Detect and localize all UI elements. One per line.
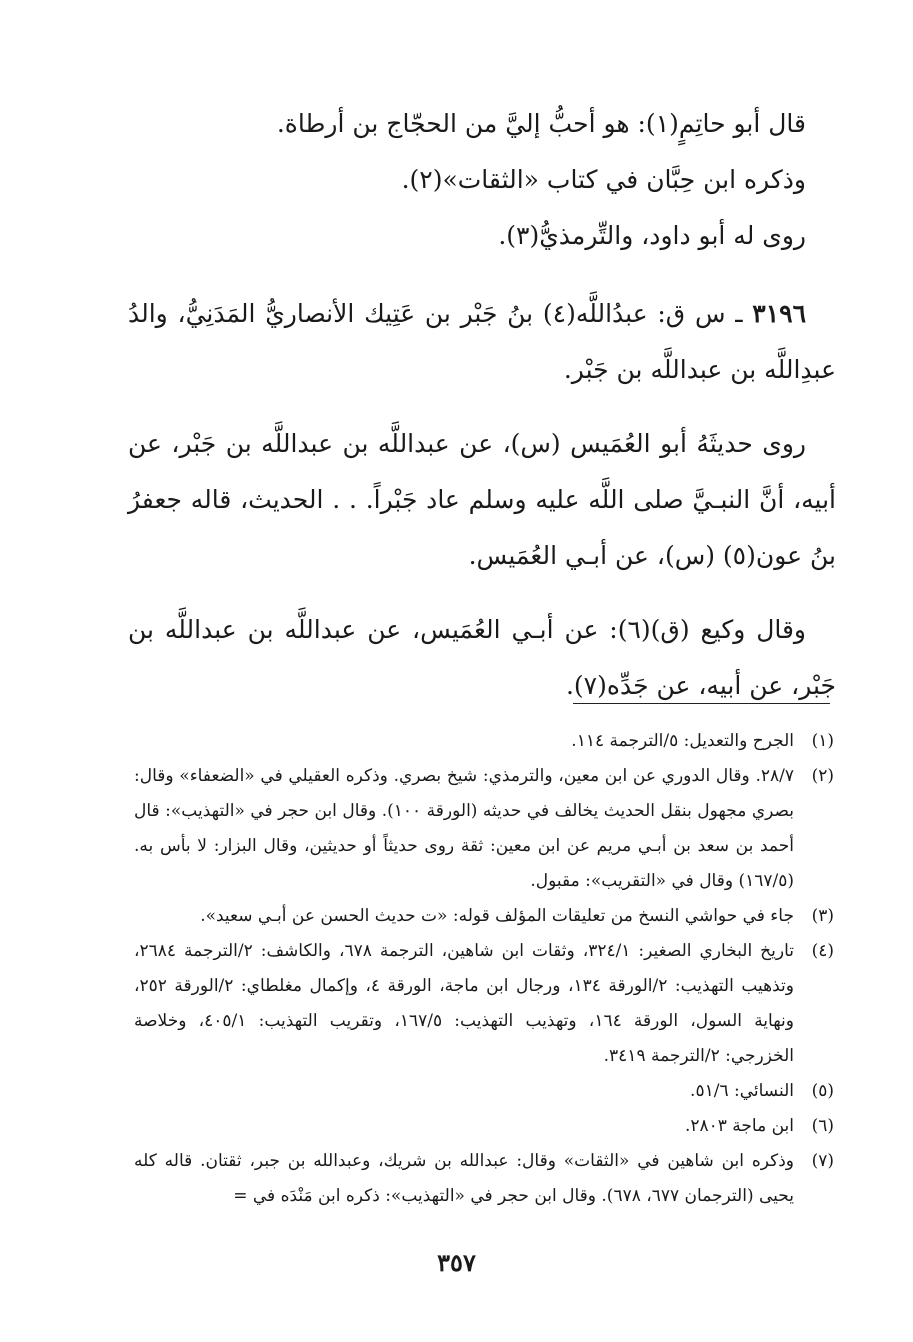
footnote-number: (١) [811,731,834,751]
footnote-number: (٣) [811,906,834,926]
footnote-text: تاريخ البخاري الصغير: ٣٢٤/١، وثقات ابن شاهين، الترجمة ٦٧٨، والكاشف: ٢/الترجمة ٢٦٨٤، وتذهيب التهذيب: ٢/الورقة ١٣٤، ورجال ابن ماجة، الورقة ٤، وإكمال مغلطاي: ٢/الورقة ٢٥٢، ونهاية السول، الورقة ١٦٤، وتهذيب التهذيب: ١٦٧/٥، وتقريب التهذيب: ٤٠٥/١، وخلاصة الخزرجي: ٢/الترجمة ٣٤١٩. [134,941,795,1066]
footnote [134,1109,834,1144]
entry-number: ٣١٩٦ [752,299,806,328]
page-number: ٣٥٧ [437,1248,476,1277]
footnote-number: (٧) [811,1151,834,1171]
footnote [134,934,834,1074]
footnote-number: (٦) [811,1116,834,1136]
footnote-text: جاء في حواشي النسخ من تعليقات المؤلف قوله: «ت حديث الحسن عن أبـي سعيد». [200,906,794,926]
biography-entry [128,286,836,398]
footnote-number: (٢) [811,766,834,786]
footnote [134,724,834,759]
footnote [134,899,834,934]
entry-heading-text: ـ س ق: عبدُاللَّه(٤) بنُ جَبْر بن عَتِيك الأنصاريُّ المَدَنِيُّ، والدُ عبدِاللَّه بن عبداللَّه بن جَبْر. [128,299,836,384]
main-paragraph: روى حديثَهُ أبو العُمَيس (س)، عن عبداللَّه بن عبداللَّه بن جَبْر، عن أبيه، أنَّ النبـيَّ صلى اللَّه عليه وسلم عاد جَبْراً. . . الحديث، قاله جعفرُ بنُ عون(٥) (س)، عن أبـي العُمَيس. [128,429,836,570]
footnote [134,1144,834,1214]
main-paragraph: وقال وكيع (ق)(٦): عن أبـي العُمَيس، عن عبداللَّه بن عبداللَّه بن جَبْر، عن أبيه، عن جَدِّه(٧). [128,615,836,700]
main-paragraph: قال أبو حاتِمٍ(١): هو أحبُّ إليَّ من الحجّاج بن أرطاة. [276,109,806,138]
footnote-number: (٥) [811,1081,834,1101]
footnote-number: (٤) [811,941,834,961]
footnote [134,759,834,899]
footnote-divider [573,703,830,704]
main-text-block [128,96,836,714]
main-paragraph: وذكره ابن حِبَّان في كتاب «الثقات»(٢). [401,165,806,194]
main-paragraph: روى له أبو داود، والتِّرمذيُّ(٣). [498,221,806,250]
footnote [134,1074,834,1109]
footnote-text: الجرح والتعديل: ٥/الترجمة ١١٤. [571,731,794,751]
footnote-text: ٢٨/٧. وقال الدوري عن ابن معين، والترمذي: شيخ بصري. وذكره العقيلي في «الضعفاء» وقال: بصري مجهول بنقل الحديث يخالف في حديثه (الورقة ١٠٠). وقال ابن حجر في «التهذيب»: قال أحمد بن سعد بن أبـي مريم عن ابن معين: ثقة روى حديثاً أو حديثين، وقال البزار: لا بأس به. (١٦٧/٥) وقال في «التقريب»: مقبول. [134,766,794,891]
footnotes-block [134,724,834,1214]
footnote-text: ابن ماجة ٢٨٠٣. [684,1116,794,1136]
footnote-text: النسائي: ٥١/٦. [690,1081,794,1101]
footnote-text: وذكره ابن شاهين في «الثقات» وقال: عبدالله بن شريك، وعبدالله بن جبر، ثقتان. قاله كله يحيى (الترجمان ٦٧٧، ٦٧٨). وقال ابن حجر في «التهذيب»: ذكره ابن مَنْدَه في = [134,1151,794,1206]
